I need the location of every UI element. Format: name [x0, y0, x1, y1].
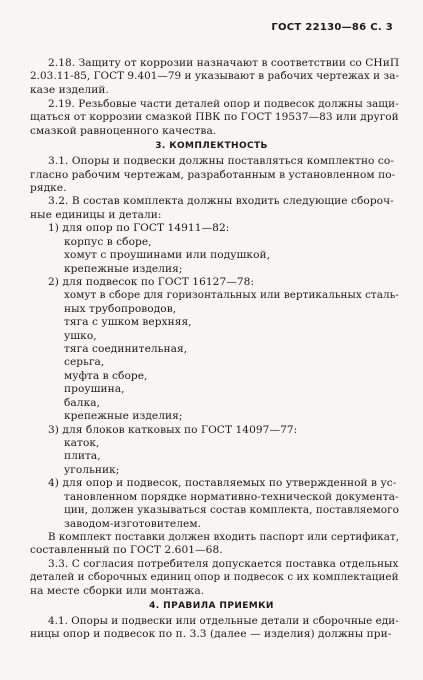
text-line: 3) для блоков катковых по ГОСТ 14097—77: [48, 423, 298, 436]
text-line: тяга соединительная, [64, 343, 188, 355]
text-line: плита, [64, 450, 101, 463]
text-line: щаться от коррозии смазкой ПВК по ГОСТ 19537—83 или другой [30, 111, 399, 124]
text-line: гласно рабочим чертежам, разработанным в установленном по- [30, 168, 396, 181]
text-line: 4) для опор и подвесок, поставляемых по утвержденной в ус- [48, 477, 397, 490]
text-line: 2.03.11-85, ГОСТ 9.401—79 и указывают в рабочих чертежах и за- [30, 70, 400, 83]
text-line: смазкой равноценного качества. [30, 124, 217, 137]
text-line: В комплект поставки должен входить паспорт или сертификат, [48, 530, 400, 543]
section-heading: 3. КОМПЛЕКТНОСТЬ [155, 140, 268, 151]
text-line: рядке. [30, 181, 67, 194]
section-heading: 4. ПРАВИЛА ПРИЕМКИ [149, 600, 274, 611]
text-line: крепежные изделия; [64, 262, 183, 275]
text-line: хомут в сборе для горизонтальных или вертикальных сталь- [64, 289, 399, 302]
text-line: 3.2. В состав комплекта должны входить следующие сбороч- [48, 195, 394, 208]
text-line: ции, должен указываться состав комплекта, поставляемого [64, 504, 399, 517]
text-line: казе изделий. [30, 83, 109, 96]
text-line: каток, [64, 437, 100, 449]
text-line: заводом-изготовителем. [64, 517, 202, 530]
text-line: 1) для опор по ГОСТ 14911—82: [48, 222, 230, 235]
text-line: угольник; [64, 463, 120, 476]
text-line: 2) для подвесок по ГОСТ 16127—78: [48, 275, 255, 288]
text-line: ные единицы и детали: [30, 208, 162, 221]
text-line: деталей и сборочных единиц опор и подвесок с их комплектацией [30, 571, 399, 584]
text-line: крепежные изделия; [64, 410, 183, 423]
text-line: 2.19. Резьбовые части деталей опор и подвесок должны защи- [48, 98, 399, 110]
text-line: на месте сборки или монтажа. [30, 584, 205, 597]
text-line: ных трубопроводов, [64, 302, 177, 315]
text-line: балка, [64, 396, 101, 409]
text-line: 2.18. Защиту от коррозии назначают в соответствии со СНиП [48, 56, 400, 69]
text-line: 4.1. Опоры и подвески или отдельные детали и сборочные еди- [48, 614, 399, 627]
text-line: хомут с проушинами или подушкой, [64, 249, 271, 261]
text-line: ницы опор и подвесок по п. 3.3 (далее — изделия) должны при- [30, 628, 392, 641]
text-line: составленный по ГОСТ 2.601—68. [30, 544, 223, 557]
text-line: ушко, [64, 329, 97, 342]
text-line: проушина, [64, 383, 125, 396]
text-line: тановленном порядке нормативно-технической документа- [64, 490, 399, 503]
text-line: муфта в сборе, [64, 369, 148, 382]
text-line: 3.3. С согласия потребителя допускается поставка отдельных [48, 557, 399, 570]
text-line: тяга с ушком верхняя, [64, 316, 192, 329]
text-line: корпус в сборе, [64, 235, 152, 248]
page-header: ГОСТ 22130—86 С. 3 [271, 22, 393, 33]
text-line: серьга, [64, 356, 105, 369]
text-line: 3.1. Опоры и подвески должны поставляться комплектно со- [48, 155, 394, 168]
